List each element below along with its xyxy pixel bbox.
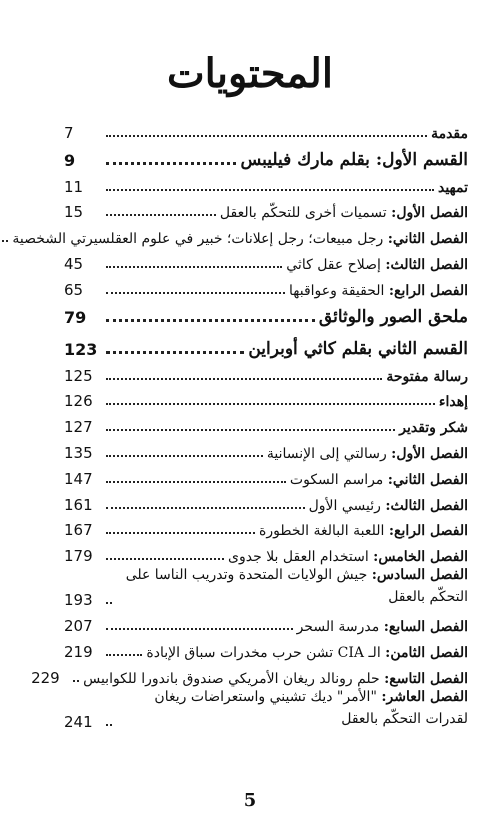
page-title: المحتويات <box>167 50 333 97</box>
toc-entry-label: تمهيد <box>437 179 468 196</box>
toc-entry-page: 127 <box>64 418 93 437</box>
toc-entry-label: الفصل الأول: <box>391 205 468 222</box>
toc-entry-page: 65 <box>64 280 84 299</box>
dot-leader <box>106 558 224 560</box>
toc-entry-text <box>146 646 468 660</box>
toc-entry-label: شكر وتقدير <box>399 420 468 437</box>
toc-entry <box>64 538 468 564</box>
toc-entry-page: 9 <box>64 150 76 170</box>
toc-entry <box>64 513 468 539</box>
toc-entry-text <box>431 127 468 141</box>
dot-leader <box>106 532 255 534</box>
dot-leader <box>106 266 282 268</box>
toc-entry-text <box>309 499 468 513</box>
toc-entry-text <box>116 686 468 730</box>
toc-entry-page: 219 <box>64 642 93 661</box>
toc-entry-text <box>438 181 468 195</box>
toc-entry-title: "الأمر" ديك تشيني واستعراضات ريغان لقدرات التحكّم بالعقل <box>154 688 468 727</box>
toc-entry-label: مقدمة <box>431 125 468 142</box>
dot-leader <box>106 455 263 457</box>
toc-entry-title: رسالتي إلى الإنسانية <box>266 445 392 462</box>
dot-leader <box>106 351 244 354</box>
toc-entry <box>64 435 468 461</box>
toc-entry-text <box>220 206 468 220</box>
toc-entry-page: 79 <box>64 307 87 327</box>
toc-entry-text <box>297 620 468 634</box>
dot-leader <box>106 481 286 483</box>
dot-leader <box>106 189 434 191</box>
toc-entry <box>64 564 468 608</box>
toc-entry-title: رجل مبيعات؛ رجل إعلانات؛ خبير في علوم العقلسيرتي الشخصية <box>12 231 388 248</box>
toc-entry-label: الفصل العاشر: <box>381 688 468 705</box>
toc-entry-page: 123 <box>64 339 98 359</box>
page-number: 5 <box>243 790 257 811</box>
toc-entry-page: 193 <box>64 591 93 610</box>
toc-entry-text <box>83 672 468 686</box>
toc-entry-label: الفصل التاسع: <box>384 670 468 687</box>
toc-entry-text <box>286 258 468 272</box>
toc-entry-label: الفصل الثاني: <box>387 231 468 248</box>
toc-entry-label: الفصل الخامس: <box>373 549 468 566</box>
toc-entry-label: إهداء <box>438 394 468 411</box>
toc-entry-title: تسميات أخرى للتحكّم بالعقل <box>219 205 392 222</box>
toc-entry-title: حلم رونالد ريغان الأمريكي صندوق باندورا للكوابيس <box>83 670 385 687</box>
dot-leader <box>2 240 8 242</box>
dot-leader <box>106 429 395 431</box>
toc-entry-label: الفصل السابع: <box>383 618 468 635</box>
toc-entry-label: الفصل الأول: <box>391 445 468 462</box>
toc-entry <box>64 298 468 326</box>
toc-entry-text <box>12 232 468 246</box>
dot-leader <box>106 214 216 216</box>
dot-leader <box>106 378 382 380</box>
toc-entry <box>64 141 468 169</box>
dot-leader <box>106 602 112 604</box>
toc-entry-text <box>116 564 468 608</box>
toc-entry-text <box>228 550 468 564</box>
toc-entry <box>31 660 468 687</box>
toc-entry-label: الفصل الثالث: <box>385 497 468 514</box>
toc-entry-page: 7 <box>64 123 74 142</box>
toc-entry <box>64 634 468 660</box>
toc-entry-page: 167 <box>64 521 93 540</box>
toc-entry-label: الفصل الرابع: <box>388 523 468 540</box>
toc-entry-text <box>386 370 468 384</box>
toc-entry <box>64 608 468 634</box>
toc-entry-title: رئيسي الأول <box>308 497 386 514</box>
toc-entry-title: اللعبة البالغة الخطورة <box>259 523 389 540</box>
toc-entry <box>64 115 468 141</box>
toc-entry-page: 45 <box>64 254 84 273</box>
dot-leader <box>106 507 305 509</box>
toc-entry-label: الفصل الثاني: <box>387 471 468 488</box>
toc-entry <box>64 195 468 221</box>
toc-entry-page: 147 <box>64 469 93 488</box>
toc-entry-title: استخدام العقل بلا جدوى <box>228 549 374 566</box>
toc-entry-label: الفصل الثالث: <box>385 256 468 273</box>
toc-entry-title: جيش الولايات المتحدة وتدريب الناسا على التحكّم بالعقل <box>125 567 468 606</box>
toc-entry <box>64 487 468 513</box>
toc-entry-page: 125 <box>64 366 93 385</box>
toc-entry-page: 207 <box>64 616 93 635</box>
toc-entry <box>12 220 468 248</box>
dot-leader <box>106 628 293 630</box>
dot-leader <box>106 319 315 322</box>
toc-entry-page: 241 <box>64 712 93 731</box>
toc-entry-text <box>399 421 468 435</box>
dot-leader <box>106 403 435 405</box>
toc-entry-text <box>289 284 468 298</box>
toc-entry-title: الحقيقة وعواقبها <box>289 282 389 299</box>
toc-entry <box>64 246 468 272</box>
dot-leader <box>106 162 236 165</box>
toc-entry-label: القسم الثاني بقلم كاثي أوبراين <box>248 338 468 359</box>
dot-leader <box>106 654 142 656</box>
toc-entry <box>64 384 468 410</box>
toc-entry-text <box>259 524 468 538</box>
toc-entry-title: الـ CIA تشن حرب مخدرات سباق الإبادة <box>146 644 386 661</box>
toc-entry-label: ملحق الصور والوثائق <box>318 306 468 327</box>
toc-entry-page: 135 <box>64 443 93 462</box>
table-of-contents <box>12 115 468 731</box>
toc-entry <box>64 169 468 195</box>
dot-leader <box>73 680 79 682</box>
toc-entry-label: الفصل الثامن: <box>385 644 468 661</box>
toc-entry-text <box>439 395 468 409</box>
toc-entry-page: 179 <box>64 547 93 566</box>
toc-entry <box>64 409 468 435</box>
toc-entry-page: 161 <box>64 495 93 514</box>
toc-entry <box>64 358 468 384</box>
toc-entry-text <box>248 338 468 359</box>
toc-entry-page: 229 <box>31 668 60 687</box>
toc-entry <box>64 461 468 487</box>
toc-entry-label: الفصل الرابع: <box>388 282 468 299</box>
toc-entry-label: رسالة مفتوحة <box>386 368 468 385</box>
toc-entry-title: مدرسة السحر <box>296 618 384 635</box>
toc-entry-label: القسم الأول: بقلم مارك فيليبس <box>240 149 468 170</box>
dot-leader <box>106 292 285 294</box>
toc-entry-text <box>240 149 468 170</box>
dot-leader <box>106 135 427 137</box>
toc-entry-title: مراسم السكوت <box>289 471 388 488</box>
dot-leader <box>106 724 112 726</box>
toc-entry-page: 15 <box>64 203 84 222</box>
toc-entry-label: الفصل السادس: <box>371 567 468 584</box>
toc-entry-text <box>290 473 468 487</box>
toc-entry-text <box>318 306 468 327</box>
toc-entry <box>64 272 468 298</box>
toc-entry <box>64 686 468 730</box>
toc-entry-title: إصلاح عقل كاثي <box>286 256 386 273</box>
toc-entry-page: 126 <box>64 392 93 411</box>
toc-entry <box>64 326 468 358</box>
toc-entry-text <box>267 447 468 461</box>
toc-entry-page: 11 <box>64 177 84 196</box>
